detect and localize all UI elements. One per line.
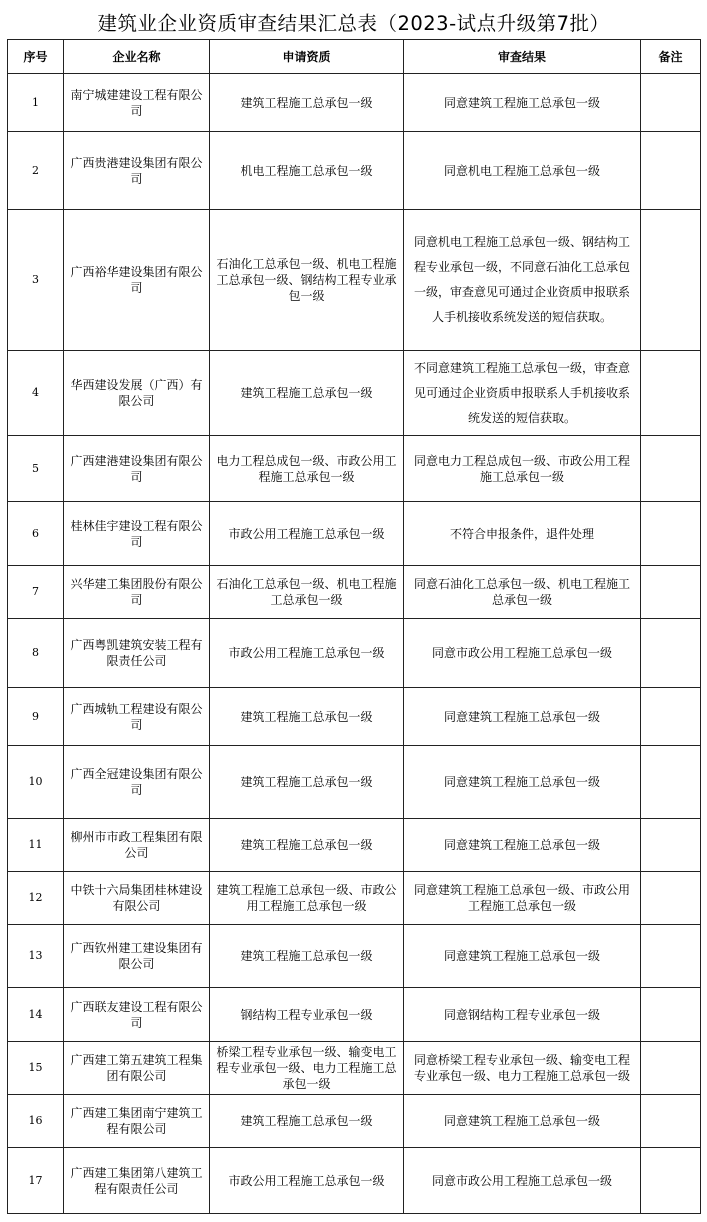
row-remark xyxy=(641,132,701,210)
row-company: 兴华建工集团股份有限公司 xyxy=(64,566,210,619)
row-index: 1 xyxy=(8,74,64,132)
row-company: 广西建工第五建筑工程集团有限公司 xyxy=(64,1042,210,1095)
row-result: 同意建筑工程施工总承包一级 xyxy=(404,74,641,132)
row-qualification: 石油化工总承包一级、机电工程施工总承包一级 xyxy=(210,566,404,619)
table-row xyxy=(8,988,701,1042)
row-qualification: 建筑工程施工总承包一级 xyxy=(210,925,404,988)
table-row xyxy=(8,619,701,688)
row-remark xyxy=(641,74,701,132)
row-index: 4 xyxy=(8,351,64,436)
table-row xyxy=(8,746,701,819)
row-qualification: 机电工程施工总承包一级 xyxy=(210,132,404,210)
row-company: 广西联友建设工程有限公司 xyxy=(64,988,210,1042)
table-row xyxy=(8,1148,701,1214)
row-company: 广西建工集团第八建筑工程有限责任公司 xyxy=(64,1148,210,1214)
row-company: 桂林佳宇建设工程有限公司 xyxy=(64,502,210,566)
row-index: 9 xyxy=(8,688,64,746)
row-remark xyxy=(641,436,701,502)
row-index: 16 xyxy=(8,1095,64,1148)
row-company: 南宁城建建设工程有限公司 xyxy=(64,74,210,132)
row-qualification: 建筑工程施工总承包一级 xyxy=(210,1095,404,1148)
row-remark xyxy=(641,502,701,566)
table-row xyxy=(8,74,701,132)
header-remark: 备注 xyxy=(641,40,701,74)
row-remark xyxy=(641,1148,701,1214)
row-index: 10 xyxy=(8,746,64,819)
row-remark xyxy=(641,351,701,436)
page-title: 建筑业企业资质审查结果汇总表（2023-试点升级第7批） xyxy=(97,12,610,35)
row-qualification: 建筑工程施工总承包一级 xyxy=(210,74,404,132)
row-company: 广西粤凯建筑安装工程有限责任公司 xyxy=(64,619,210,688)
row-qualification: 市政公用工程施工总承包一级 xyxy=(210,502,404,566)
row-index: 14 xyxy=(8,988,64,1042)
row-company: 广西全冠建设集团有限公司 xyxy=(64,746,210,819)
row-remark xyxy=(641,619,701,688)
table-row xyxy=(8,566,701,619)
row-qualification: 桥梁工程专业承包一级、输变电工程专业承包一级、电力工程施工总承包一级 xyxy=(210,1042,404,1095)
row-result: 同意建筑工程施工总承包一级 xyxy=(404,819,641,872)
row-remark xyxy=(641,925,701,988)
results-table xyxy=(7,39,701,1214)
row-qualification: 市政公用工程施工总承包一级 xyxy=(210,619,404,688)
row-result: 同意市政公用工程施工总承包一级 xyxy=(404,619,641,688)
table-row xyxy=(8,132,701,210)
row-qualification: 建筑工程施工总承包一级 xyxy=(210,688,404,746)
row-index: 11 xyxy=(8,819,64,872)
row-qualification: 钢结构工程专业承包一级 xyxy=(210,988,404,1042)
row-qualification: 建筑工程施工总承包一级、市政公用工程施工总承包一级 xyxy=(210,872,404,925)
row-index: 6 xyxy=(8,502,64,566)
header-index: 序号 xyxy=(8,40,64,74)
row-remark xyxy=(641,566,701,619)
row-company: 中铁十六局集团桂林建设有限公司 xyxy=(64,872,210,925)
row-index: 7 xyxy=(8,566,64,619)
row-result: 同意建筑工程施工总承包一级 xyxy=(404,746,641,819)
row-remark xyxy=(641,746,701,819)
table-row xyxy=(8,872,701,925)
row-result: 不同意建筑工程施工总承包一级，审查意见可通过企业资质申报联系人手机接收系统发送的短信获取。 xyxy=(404,351,641,436)
row-index: 17 xyxy=(8,1148,64,1214)
row-company: 柳州市市政工程集团有限公司 xyxy=(64,819,210,872)
row-qualification: 建筑工程施工总承包一级 xyxy=(210,746,404,819)
row-company: 广西钦州建工建设集团有限公司 xyxy=(64,925,210,988)
row-result: 同意建筑工程施工总承包一级 xyxy=(404,688,641,746)
row-index: 2 xyxy=(8,132,64,210)
row-result: 同意电力工程总成包一级、市政公用工程施工总承包一级 xyxy=(404,436,641,502)
row-company: 华西建设发展（广西）有限公司 xyxy=(64,351,210,436)
header-company: 企业名称 xyxy=(64,40,210,74)
row-company: 广西建工集团南宁建筑工程有限公司 xyxy=(64,1095,210,1148)
row-remark xyxy=(641,988,701,1042)
row-qualification: 石油化工总承包一级、机电工程施工总承包一级、钢结构工程专业承包一级 xyxy=(210,210,404,351)
row-result: 同意桥梁工程专业承包一级、输变电工程专业承包一级、电力工程施工总承包一级 xyxy=(404,1042,641,1095)
row-qualification: 电力工程总成包一级、市政公用工程施工总承包一级 xyxy=(210,436,404,502)
table-row xyxy=(8,210,701,351)
row-result: 同意钢结构工程专业承包一级 xyxy=(404,988,641,1042)
row-result: 同意机电工程施工总承包一级、钢结构工程专业承包一级，不同意石油化工总承包一级，审查意见可通过企业资质申报联系人手机接收系统发送的短信获取。 xyxy=(404,210,641,351)
row-result: 同意建筑工程施工总承包一级、市政公用工程施工总承包一级 xyxy=(404,872,641,925)
row-remark xyxy=(641,1095,701,1148)
header-result: 审查结果 xyxy=(404,40,641,74)
row-index: 15 xyxy=(8,1042,64,1095)
row-result: 同意机电工程施工总承包一级 xyxy=(404,132,641,210)
table-row xyxy=(8,436,701,502)
row-result: 同意建筑工程施工总承包一级 xyxy=(404,1095,641,1148)
table-row xyxy=(8,1042,701,1095)
row-remark xyxy=(641,210,701,351)
row-qualification: 建筑工程施工总承包一级 xyxy=(210,819,404,872)
table-row xyxy=(8,1095,701,1148)
table-row xyxy=(8,502,701,566)
row-index: 5 xyxy=(8,436,64,502)
row-qualification: 市政公用工程施工总承包一级 xyxy=(210,1148,404,1214)
row-result: 同意建筑工程施工总承包一级 xyxy=(404,925,641,988)
table-row xyxy=(8,819,701,872)
row-index: 12 xyxy=(8,872,64,925)
row-index: 3 xyxy=(8,210,64,351)
table-row xyxy=(8,351,701,436)
row-result: 同意石油化工总承包一级、机电工程施工总承包一级 xyxy=(404,566,641,619)
row-result: 同意市政公用工程施工总承包一级 xyxy=(404,1148,641,1214)
row-company: 广西裕华建设集团有限公司 xyxy=(64,210,210,351)
row-company: 广西城轨工程建设有限公司 xyxy=(64,688,210,746)
table-row xyxy=(8,688,701,746)
row-remark xyxy=(641,688,701,746)
row-remark xyxy=(641,872,701,925)
row-index: 8 xyxy=(8,619,64,688)
row-qualification: 建筑工程施工总承包一级 xyxy=(210,351,404,436)
table-header-row xyxy=(8,40,701,74)
table-row xyxy=(8,925,701,988)
row-remark xyxy=(641,1042,701,1095)
header-qualification: 申请资质 xyxy=(210,40,404,74)
row-result: 不符合申报条件，退件处理 xyxy=(404,502,641,566)
row-company: 广西建港建设集团有限公司 xyxy=(64,436,210,502)
row-remark xyxy=(641,819,701,872)
row-company: 广西贵港建设集团有限公司 xyxy=(64,132,210,210)
row-index: 13 xyxy=(8,925,64,988)
